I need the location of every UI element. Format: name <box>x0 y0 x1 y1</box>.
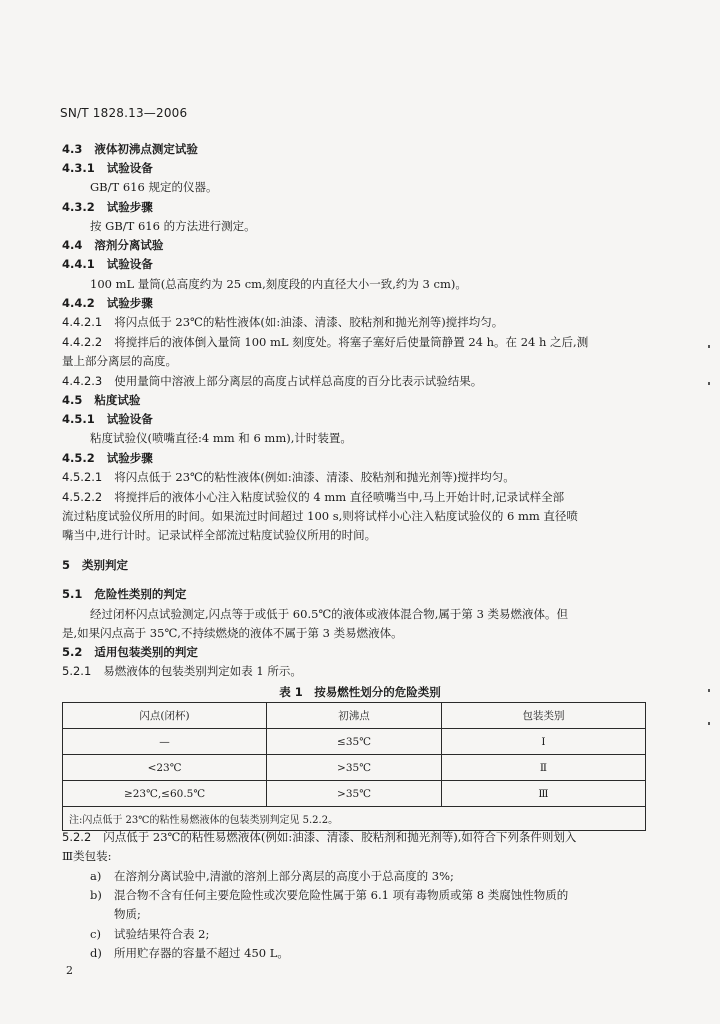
table-cell: ≤35℃ <box>267 729 442 755</box>
section-heading-4-3-2: 4.3.2 试验步骤 <box>62 200 153 214</box>
clause-4-4-2-3: 4.4.2.3 使用量筒中溶液上部分离层的高度占试样总高度的百分比表示试验结果。 <box>62 374 483 388</box>
clause-continuation: 嘴当中,进行计时。记录试样全部流过粘度试验仪所用的时间。 <box>62 528 377 542</box>
list-item: a) 在溶剂分离试验中,清澈的溶剂上部分离层的高度小于总高度的 3%; <box>90 869 454 883</box>
scan-speck <box>708 382 710 385</box>
table-cell: — <box>63 729 267 755</box>
column-header-flash-point: 闪点(闭杯) <box>63 703 267 729</box>
table-cell: >35℃ <box>267 781 442 807</box>
paragraph: 按 GB/T 616 的方法进行测定。 <box>90 219 256 233</box>
paragraph: GB/T 616 规定的仪器。 <box>90 180 218 194</box>
clause-4-4-2-1: 4.4.2.1 将闪点低于 23℃的粘性液体(如:油漆、清漆、胶粘剂和抛光剂等)搅拌均匀。 <box>62 315 504 329</box>
list-item: c) 试验结果符合表 2; <box>90 927 210 941</box>
table-row <box>63 729 646 755</box>
section-heading-5-1: 5.1 危险性类别的判定 <box>62 587 187 601</box>
list-item: d) 所用贮存器的容量不超过 450 L。 <box>90 946 289 960</box>
section-heading-4-5-2: 4.5.2 试验步骤 <box>62 451 153 465</box>
hazard-class-table <box>62 702 646 831</box>
list-item-continuation: 物质; <box>114 907 141 921</box>
clause-4-5-2-1: 4.5.2.1 将闪点低于 23℃的粘性液体(例如:油漆、清漆、胶粘剂和抛光剂等)搅拌均匀。 <box>62 470 515 484</box>
table-cell: Ⅱ <box>441 755 645 781</box>
clause-continuation: 流过粘度试验仪所用的时间。如果流过时间超过 100 s,则将试样小心注入粘度试验仪的 6 mm 直径喷 <box>62 509 578 523</box>
clause-5-2-1: 5.2.1 易燃液体的包装类别判定如表 1 所示。 <box>62 664 302 678</box>
table-row <box>63 781 646 807</box>
table-cell: >35℃ <box>267 755 442 781</box>
table-cell: ≥23℃,≤60.5℃ <box>63 781 267 807</box>
clause-5-2-2: 5.2.2 闪点低于 23℃的粘性易燃液体(例如:油漆、清漆、胶粘剂和抛光剂等),如符合下列条件则划入 <box>62 830 577 844</box>
table-note: 注:闪点低于 23℃的粘性易燃液体的包装类别判定见 5.2.2。 <box>63 807 646 831</box>
table-cell: Ⅲ <box>441 781 645 807</box>
section-heading-4-4-1: 4.4.1 试验设备 <box>62 257 153 271</box>
clause-4-4-2-2: 4.4.2.2 将搅拌后的液体倒入量筒 100 mL 刻度处。将塞子塞好后使量筒静置 24 h。在 24 h 之后,测 <box>62 335 589 349</box>
document-id: SN/T 1828.13—2006 <box>60 106 188 120</box>
list-item: b) 混合物不含有任何主要危险性或次要危险性属于第 6.1 项有毒物质或第 8 类腐蚀性物质的 <box>90 888 569 902</box>
section-heading-4-4: 4.4 溶剂分离试验 <box>62 238 164 252</box>
clause-continuation: Ⅲ类包装: <box>62 849 112 863</box>
table-header-row <box>63 703 646 729</box>
scan-speck <box>708 722 710 725</box>
scan-speck <box>708 689 710 692</box>
section-heading-4-4-2: 4.4.2 试验步骤 <box>62 296 153 310</box>
table-cell: Ⅰ <box>441 729 645 755</box>
paragraph: 经过闭杯闪点试验测定,闪点等于或低于 60.5℃的液体或液体混合物,属于第 3 类易燃液体。但 <box>90 607 569 621</box>
column-header-packing-group: 包装类别 <box>441 703 645 729</box>
section-heading-4-3: 4.3 液体初沸点测定试验 <box>62 142 198 156</box>
clause-continuation: 量上部分离层的高度。 <box>62 354 177 368</box>
section-heading-5: 5 类别判定 <box>62 558 129 572</box>
table-row <box>63 755 646 781</box>
section-heading-4-5-1: 4.5.1 试验设备 <box>62 412 153 426</box>
section-heading-4-5: 4.5 粘度试验 <box>62 393 141 407</box>
column-header-boiling-point: 初沸点 <box>267 703 442 729</box>
section-heading-4-3-1: 4.3.1 试验设备 <box>62 161 153 175</box>
table-note-row <box>63 807 646 831</box>
table-title: 表 1 按易燃性划分的危险类别 <box>279 685 441 699</box>
table-cell: <23℃ <box>63 755 267 781</box>
page-number: 2 <box>66 964 73 977</box>
clause-4-5-2-2: 4.5.2.2 将搅拌后的液体小心注入粘度试验仪的 4 mm 直径喷嘴当中,马上开始计时,记录试样全部 <box>62 490 565 504</box>
paragraph: 粘度试验仪(喷嘴直径:4 mm 和 6 mm),计时装置。 <box>90 431 352 445</box>
paragraph: 100 mL 量筒(总高度约为 25 cm,刻度段的内直径大小一致,约为 3 cm)。 <box>90 277 467 291</box>
scan-speck <box>708 345 710 348</box>
paragraph-continuation: 是,如果闪点高于 35℃,不持续燃烧的液体不属于第 3 类易燃液体。 <box>62 626 403 640</box>
section-heading-5-2: 5.2 适用包装类别的判定 <box>62 645 198 659</box>
